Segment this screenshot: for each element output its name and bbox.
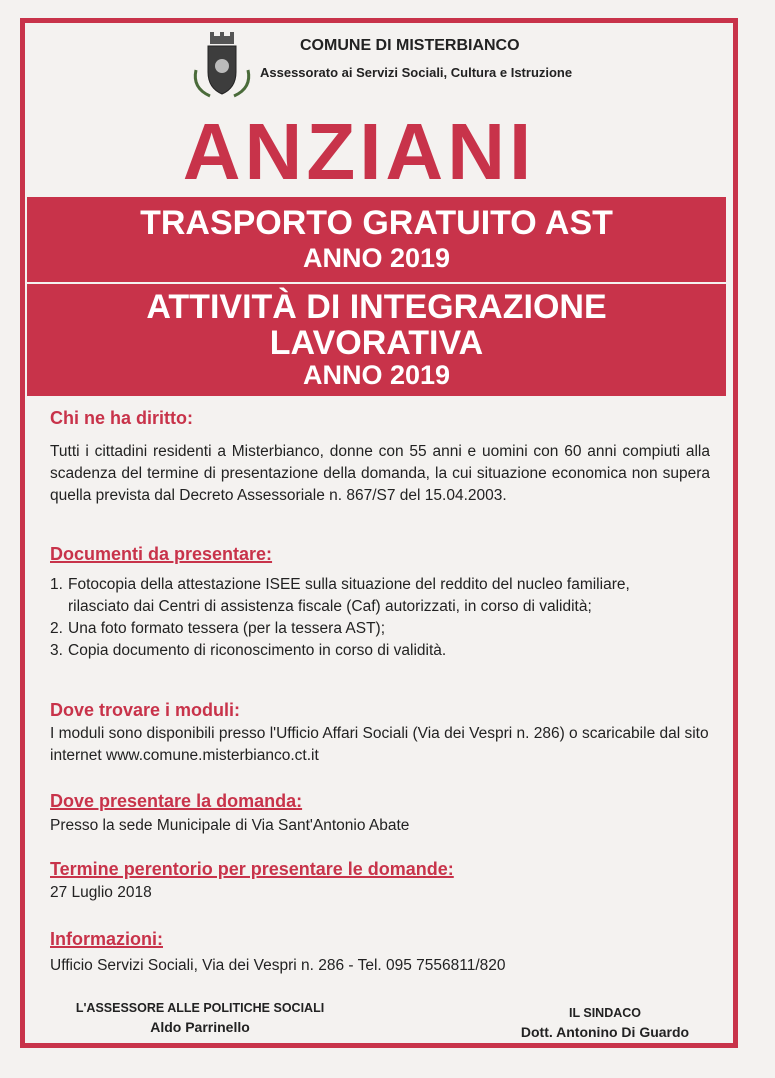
section-text-dove-presentare: Presso la sede Municipale di Via Sant'Antonio Abate [50, 817, 410, 834]
section-text-termine: 27 Luglio 2018 [50, 884, 152, 901]
section-text-informazioni: Ufficio Servizi Sociali, Via dei Vespri n. 286 - Tel. 095 7556811/820 [50, 957, 506, 974]
signature-role: L'ASSESSORE ALLE POLITICHE SOCIALI [75, 1001, 325, 1015]
band2-line2: LAVORATIVA [269, 324, 484, 362]
list-item: 3. Copia documento di riconoscimento in corso di validità. [50, 642, 447, 659]
band2-line1: ATTIVITÀ DI INTEGRAZIONE [146, 288, 607, 326]
section-title-dove-trovare: Dove trovare i moduli: [50, 700, 241, 720]
band1-line1: TRASPORTO GRATUITO AST [140, 204, 613, 242]
header [190, 30, 710, 100]
section-text-dove-trovare: I moduli sono disponibili presso l'Ufficio Affari Sociali (Via dei Vespri n. 286) o scaricabile dal sito internet www.comune.misterbianco.ct.it [50, 725, 709, 764]
main-title: ANZIANI [182, 107, 536, 196]
band2-line3: ANNO 2019 [302, 360, 451, 390]
signature-sindaco [480, 1004, 730, 1042]
signature-role: IL SINDACO [569, 1006, 641, 1020]
coat-of-arms-icon [190, 30, 254, 100]
assessorato-name: Assessorato ai Servizi Sociali, Cultura e Istruzione [260, 65, 573, 80]
list-item: 1. Fotocopia della attestazione ISEE sulla situazione del reddito del nucleo familiare, rilasciato dai Centri di assistenza fiscale (Caf) autorizzati, in corso di validità; [50, 576, 630, 615]
section-title-documenti: Documenti da presentare: [50, 544, 273, 564]
section-title-informazioni: Informazioni: [50, 929, 163, 949]
signature-name: Dott. Antonino Di Guardo [520, 1024, 690, 1040]
section-title-dove-presentare: Dove presentare la domanda: [50, 791, 303, 811]
comune-name: COMUNE DI MISTERBIANCO [300, 37, 520, 54]
documenti-list [50, 574, 690, 662]
section-title-chi: Chi ne ha diritto: [50, 408, 193, 428]
band-integrazione [27, 284, 726, 396]
band1-line2: ANNO 2019 [302, 243, 451, 273]
signature-name: Aldo Parrinello [150, 1019, 250, 1035]
signature-assessore [60, 999, 340, 1037]
band-trasporto [27, 197, 726, 282]
list-item: 2. Una foto formato tessera (per la tessera AST); [50, 620, 386, 637]
section-text-chi: Tutti i cittadini residenti a Misterbianco, donne con 55 anni e uomini con 60 anni compiuti alla scadenza del termine di presentazione della domanda, la cui situazione economica non supera quella prevista dal Decreto Assessoriale n. 867/S7 del 15.04.2003. [50, 443, 710, 504]
section-title-termine: Termine perentorio per presentare le domande: [50, 859, 454, 879]
